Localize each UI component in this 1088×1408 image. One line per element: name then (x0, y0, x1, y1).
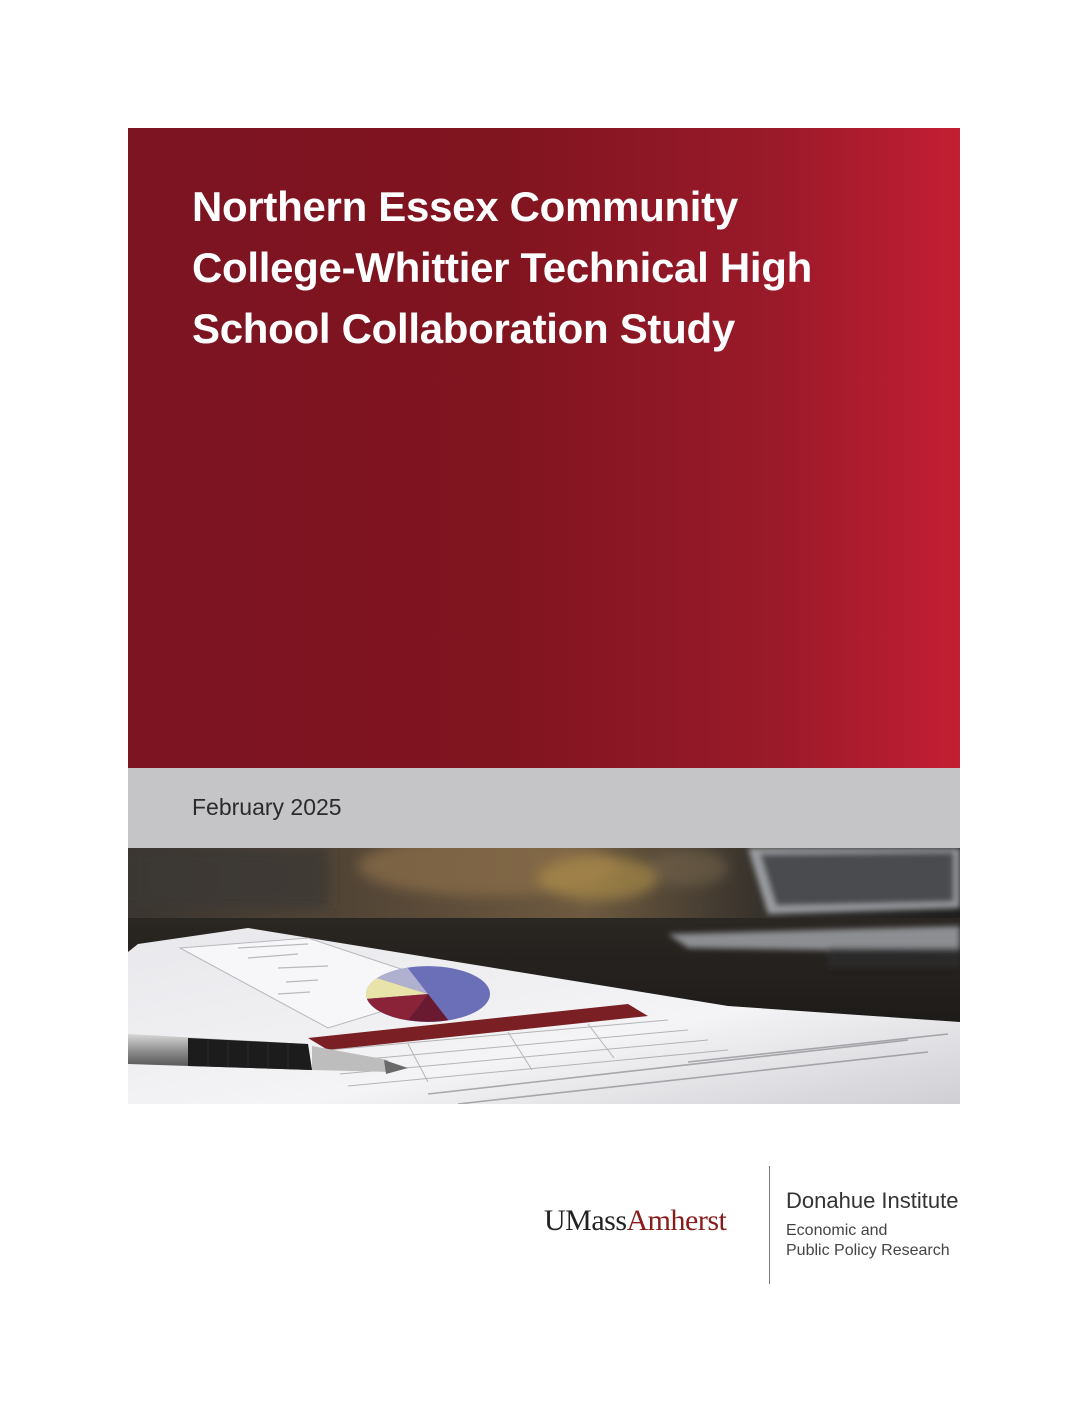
institute-subtitle-line2: Public Policy Research (786, 1242, 950, 1259)
institution-logo (540, 1164, 980, 1286)
umass-amherst-wordmark (544, 1204, 726, 1238)
logo-divider (769, 1166, 770, 1284)
institute-name: Donahue Institute (786, 1188, 959, 1213)
title-block (128, 128, 960, 768)
desk-report-pen-icon (128, 848, 960, 1104)
umass-word: UMass (544, 1204, 627, 1237)
date-band (128, 768, 960, 848)
report-date: February 2025 (192, 794, 342, 820)
report-title: Northern Essex Community College-Whittier Technical High School Collaboration Study (192, 183, 812, 352)
institute-subtitle-line1: Economic and (786, 1222, 888, 1239)
amherst-word: Amherst (626, 1204, 727, 1237)
cover-photo (128, 848, 960, 1104)
